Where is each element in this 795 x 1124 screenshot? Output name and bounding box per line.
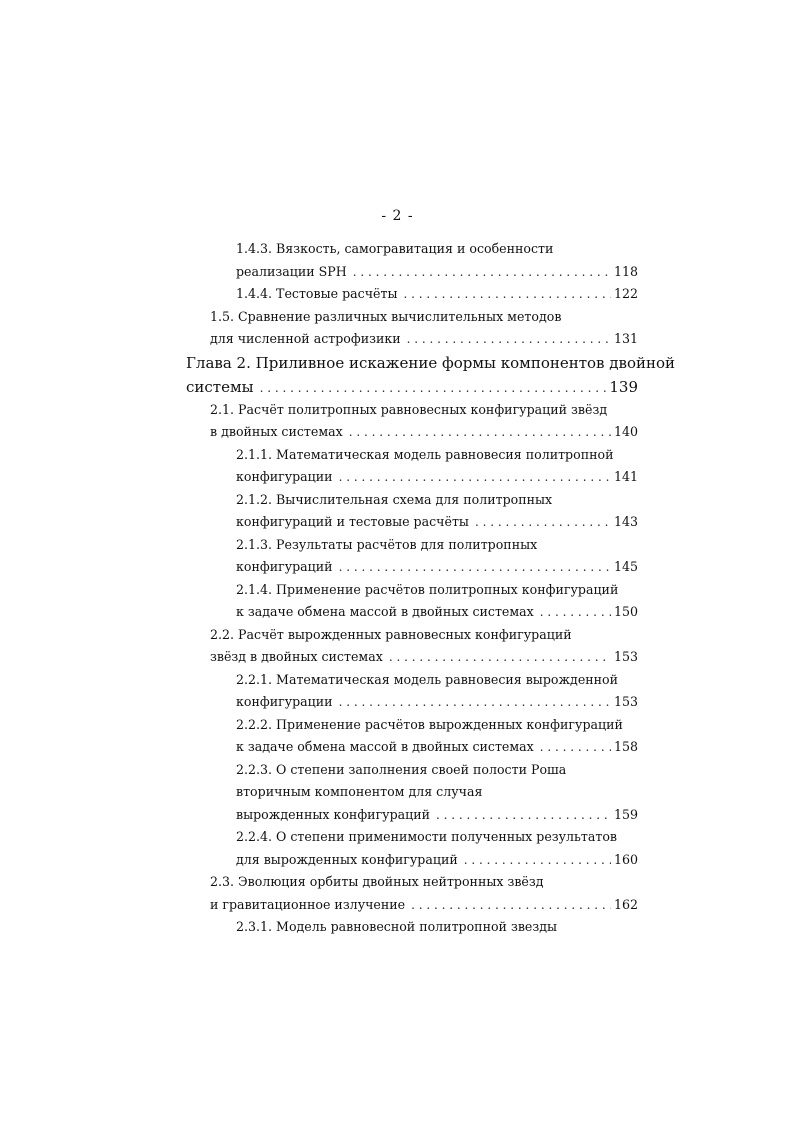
- toc-line: [186, 804, 638, 827]
- toc-leader-dots: [403, 283, 610, 306]
- toc-entry-text: 2.2.3. О степени заполнения своей полости Роша: [236, 761, 567, 777]
- toc-line: [186, 261, 638, 284]
- toc-line: [186, 283, 638, 306]
- toc-line: [186, 375, 638, 399]
- toc-entry-text: для вырожденных конфигураций: [236, 851, 458, 867]
- toc-entry-text: в двойных системах: [210, 424, 343, 439]
- toc-entry-text: конфигурации: [236, 469, 333, 484]
- toc-page-number: 118: [613, 263, 638, 279]
- toc-entry-text: системы: [186, 377, 254, 396]
- toc-entry-text: 1.4.4. Тестовые расчёты: [236, 286, 398, 301]
- toc-line: [186, 736, 638, 759]
- toc-page-number: 153: [613, 694, 638, 709]
- toc-entry-text: 1.4.3. Вязкость, самогравитация и особенности: [236, 241, 554, 256]
- toc-line: [186, 489, 638, 512]
- toc-page-number: 139: [609, 377, 638, 396]
- toc-entry-text: звёзд в двойных системах: [210, 649, 383, 664]
- toc-page-number: 145: [613, 559, 638, 574]
- toc-entry-text: для численной астрофизики: [210, 331, 401, 346]
- toc-leader-dots: [339, 556, 611, 579]
- toc-line: [186, 849, 638, 872]
- toc-entry-text: 2.1.1. Математическая модель равновесия политропной: [236, 446, 614, 462]
- toc-leader-dots: [339, 691, 611, 714]
- toc-entry-text: 2.2.2. Применение расчётов вырожденных конфигураций: [236, 716, 623, 732]
- toc-line: [186, 328, 638, 351]
- toc-leader-dots: [464, 849, 611, 872]
- toc-page-number: 153: [613, 649, 638, 664]
- toc-entry-text: реализации SPH: [236, 263, 347, 279]
- toc-page-number: 160: [613, 851, 638, 867]
- toc-line: [186, 714, 638, 737]
- toc-leader-dots: [349, 421, 611, 444]
- toc-line: [186, 511, 638, 534]
- toc-page-number: 158: [613, 739, 638, 754]
- toc-leader-dots: [389, 646, 611, 669]
- toc-entry-text: 2.1.3. Результаты расчётов для политропных: [236, 536, 538, 552]
- toc-line: [186, 238, 638, 261]
- toc-entry-text: конфигурации: [236, 694, 333, 709]
- toc-entry-text: 2.2.1. Математическая модель равновесия вырожденной: [236, 671, 619, 687]
- toc-entry-text: и гравитационное излучение: [210, 896, 406, 912]
- toc-line: [186, 916, 638, 939]
- toc-page-number: 131: [613, 331, 638, 346]
- toc-entry-text: 1.5. Сравнение различных вычислительных методов: [210, 308, 562, 324]
- toc-leader-dots: [353, 261, 611, 284]
- toc-line: [186, 444, 638, 467]
- toc-entry-text: 2.1.2. Вычислительная схема для политропных: [236, 491, 553, 507]
- toc-leader-dots: [540, 601, 611, 624]
- toc-page-number: 162: [613, 896, 638, 912]
- toc-line: [186, 421, 638, 444]
- toc-entry-text: 2.2.4. О степени применимости полученных результатов: [236, 829, 618, 844]
- toc-entry-text: 2.1. Расчёт политропных равновесных конфигураций звёзд: [210, 401, 608, 417]
- toc-entry-text: вторичным компонентом для случая: [236, 784, 483, 799]
- toc-page-number: 159: [613, 806, 638, 822]
- toc-entry-text: 2.2. Расчёт вырожденных равновесных конфигураций: [210, 626, 572, 642]
- toc-entry-text: к задаче обмена массой в двойных системах: [236, 739, 534, 754]
- toc-line: [186, 624, 638, 647]
- toc-page-number: 143: [613, 514, 638, 529]
- toc-entry-text: к задаче обмена массой в двойных системах: [236, 604, 534, 619]
- toc-leader-dots: [475, 511, 611, 534]
- toc-entry-text: Глава 2. Приливное искажение формы компонентов двойной: [186, 353, 675, 372]
- toc-line: [186, 466, 638, 489]
- toc-line: [186, 894, 638, 917]
- page-number: - 2 -: [381, 208, 414, 224]
- toc-line: [186, 556, 638, 579]
- toc-leader-dots: [339, 466, 611, 489]
- toc-leader-dots: [260, 376, 607, 400]
- toc-line: [186, 534, 638, 557]
- toc-leader-dots: [436, 804, 611, 827]
- toc-line: [186, 601, 638, 624]
- toc-line: [186, 871, 638, 894]
- toc-line: [186, 669, 638, 692]
- toc-leader-dots: [407, 328, 611, 351]
- toc-line: [186, 646, 638, 669]
- toc-line: [186, 579, 638, 602]
- toc-leader-dots: [411, 894, 611, 917]
- table-of-contents: [186, 238, 675, 939]
- toc-entry-text: 2.3. Эволюция орбиты двойных нейтронных звёзд: [210, 874, 544, 889]
- toc-line: [186, 351, 675, 375]
- toc-leader-dots: [540, 736, 611, 759]
- toc-entry-text: вырожденных конфигураций: [236, 806, 431, 822]
- toc-line: [186, 759, 638, 782]
- toc-page-number: 122: [613, 286, 638, 301]
- toc-line: [186, 781, 638, 804]
- toc-line: [186, 399, 638, 422]
- toc-page-number: 150: [613, 604, 638, 619]
- toc-entry-text: 2.3.1. Модель равновесной политропной звезды: [236, 919, 558, 934]
- toc-entry-text: 2.1.4. Применение расчётов политропных конфигураций: [236, 581, 619, 597]
- toc-entry-text: конфигураций и тестовые расчёты: [236, 514, 469, 529]
- toc-page-number: 140: [613, 424, 638, 439]
- toc-line: [186, 826, 638, 849]
- toc-entry-text: конфигураций: [236, 559, 333, 574]
- toc-line: [186, 306, 638, 329]
- toc-line: [186, 691, 638, 714]
- toc-page-number: 141: [613, 469, 638, 484]
